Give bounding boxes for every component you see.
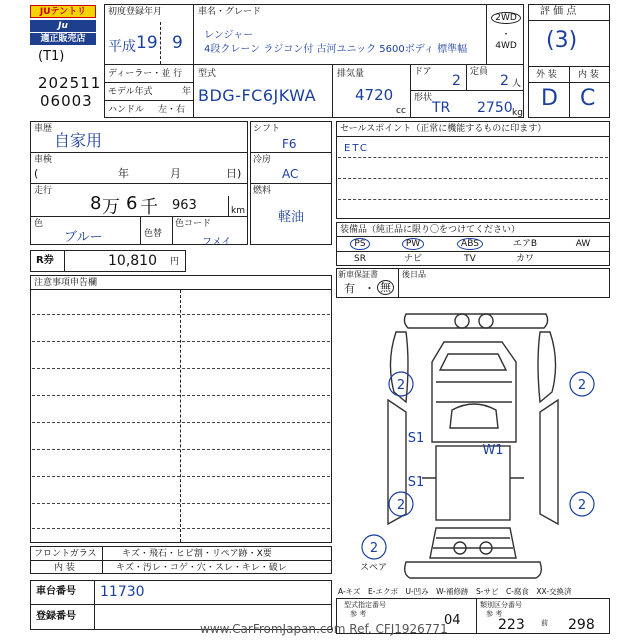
recycle-unit: 円 <box>170 257 180 267</box>
lot-number-line2: 06003 <box>40 92 93 110</box>
damage-deck: W1 <box>482 443 504 458</box>
chassis-value: 11730 <box>100 584 145 600</box>
color-label: 色 <box>34 219 44 229</box>
lot-code: (T1) <box>38 49 65 64</box>
pre-label: 前 <box>541 619 548 627</box>
warranty-no: 無 <box>377 280 394 295</box>
registration-label: 登録番号 <box>36 611 76 622</box>
sales-point-label: セールスポイント（正常に機能するものに印ます） <box>340 124 547 134</box>
mileage-sen: 6 <box>126 193 138 214</box>
fuel-value: 軽油 <box>278 210 305 225</box>
cab-shape <box>432 342 516 442</box>
type-label: 型式 <box>198 69 217 79</box>
exterior-grade: D <box>541 86 558 111</box>
capacity-value: 2 <box>500 73 509 89</box>
damage-left-rear: 2 <box>396 498 406 513</box>
drive-4wd: 4WD <box>495 41 517 51</box>
warranty-date-label: 後日品 <box>402 270 426 279</box>
mileage-label: 走行 <box>34 186 53 196</box>
interior-grade: C <box>580 86 596 111</box>
brand-logo: JUテントリ <box>30 5 96 18</box>
inspection-day-unit: 日) <box>226 167 242 180</box>
front-glass-value: キズ・飛石・ヒビ割・リペア跡・X要 <box>122 549 272 559</box>
equipment-label: 装備品（純正品に限り〇をつけてください） <box>340 225 521 235</box>
score-label: 評 価 点 <box>540 6 577 17</box>
equip-tv: TV <box>464 254 476 264</box>
chassis-label: 車台番号 <box>36 586 76 597</box>
inspection-year-unit: 年 <box>118 167 129 180</box>
ac-label: 冷房 <box>253 155 272 165</box>
displacement-unit: cc <box>396 106 406 116</box>
first-reg-label: 初度登録年月 <box>108 7 163 17</box>
door-value: 2 <box>452 73 461 89</box>
handle-label: ハンドル <box>108 105 145 115</box>
damage-right-front: 2 <box>577 378 587 393</box>
spare-label: スペア <box>360 563 388 573</box>
mileage-rest: 963 <box>172 198 197 213</box>
inspection-month-unit: 月 <box>170 167 181 180</box>
score-value: (3) <box>546 28 578 53</box>
color-code-value: フメイ <box>202 237 232 248</box>
equip-airbag: エアB <box>512 239 538 249</box>
equip-aw: AW <box>575 239 591 249</box>
warranty-yes: 有 <box>344 282 355 295</box>
equip-leather: カワ <box>515 254 534 264</box>
interior-label: 内 装 <box>578 70 599 80</box>
recycle-value: 10,810 <box>108 253 157 269</box>
weight-value: 2750 <box>477 100 513 116</box>
interior-value-row: キズ・汚レ・コゲ・穴・スレ・キレ・破レ <box>116 563 287 573</box>
category-value: 223 <box>498 617 525 633</box>
damage-legend: A-キズ E-エクボ U-凹み W-補修跡 S-サビ C-腐食 XX-交換済 <box>338 587 572 596</box>
equip-ps: PS <box>350 238 369 250</box>
displacement-value: 4720 <box>355 86 394 104</box>
usage-value: 自家用 <box>54 131 103 150</box>
first-reg-month: 9 <box>172 33 183 53</box>
equip-abs: ABS <box>457 238 483 250</box>
damage-spare: 2 <box>369 541 379 556</box>
shape-value: TR <box>432 100 451 116</box>
first-reg-era: 平成 <box>108 39 136 55</box>
model-year-unit: 年 <box>182 87 192 97</box>
door-label: ドア <box>414 67 432 77</box>
mileage-unit: km <box>231 206 245 216</box>
model-spec-label: 型式指定番号 <box>344 601 386 609</box>
fuel-label: 燃料 <box>253 186 272 196</box>
mileage-man-unit: 万 <box>102 197 120 218</box>
drive-dot: ・ <box>501 30 511 40</box>
color-change-label: 色替 <box>144 229 163 239</box>
model-year-label: モデル年式 <box>108 87 153 97</box>
front-glass-label: フロントガラス <box>34 549 97 559</box>
warranty-dot: ・ <box>364 282 375 295</box>
damage-left-side-1: S1 <box>407 431 425 446</box>
equip-sr: SR <box>354 254 366 264</box>
handle-value: 左・右 <box>158 105 186 115</box>
shift-value: F6 <box>282 137 297 151</box>
recycle-label: R券 <box>36 255 54 266</box>
usage-label: 車歴 <box>34 124 53 134</box>
sales-point-value: ETC <box>344 143 369 154</box>
type-value: BDG-FC6JKWA <box>198 86 317 105</box>
ac-value: AC <box>282 167 299 181</box>
weight-unit: kg <box>512 108 523 118</box>
shift-label: シフト <box>253 124 281 134</box>
category-label: 類別区分番号 <box>480 601 522 609</box>
grade-text: 4段クレーン ラジコン付 古河ユニック 5600ボディ 標準幅 <box>204 44 468 55</box>
capacity-label: 定員 <box>470 67 489 77</box>
damage-left-front: 2 <box>396 378 406 393</box>
model-spec-value: 04 <box>444 613 461 628</box>
mileage-sen-unit: 千 <box>140 197 158 218</box>
model-name: レンジャー <box>204 30 254 41</box>
drive-2wd: 2WD <box>491 12 521 24</box>
inspection-label: 車検 <box>34 155 53 165</box>
equip-navi: ナビ <box>403 254 422 264</box>
dealer-logo <box>30 5 96 45</box>
exterior-label: 外 装 <box>536 70 557 80</box>
capacity-unit: 人 <box>512 79 522 89</box>
lot-number-line1: 202511 <box>38 74 102 92</box>
color-value: ブルー <box>64 230 103 245</box>
damage-left-side-2: S1 <box>407 475 425 490</box>
front-bumper-shape <box>404 314 547 328</box>
watermark: www.CarFromJapan.com Ref. CFJ1926771 <box>200 622 448 636</box>
interior-label-row: 内 装 <box>54 563 75 573</box>
car-body-diagram <box>336 302 610 586</box>
assoc-logo: Ju <box>30 20 96 32</box>
dealer-label: ディーラー・並 行 <box>108 69 183 79</box>
pre-value: 298 <box>568 617 595 633</box>
model-spec-sub: 参 考 <box>350 610 367 618</box>
first-reg-year: 19 <box>136 33 158 53</box>
color-code-label: 色コード <box>175 219 212 229</box>
mileage-man: 8 <box>90 193 102 214</box>
shape-label: 形状 <box>414 93 433 103</box>
warranty-label: 新車保証書 <box>338 270 378 279</box>
logo-label: 適正販売店 <box>30 33 96 45</box>
damage-right-rear: 2 <box>577 498 587 513</box>
inspection-open: ( <box>34 167 39 180</box>
name-grade-label: 車名・グレード <box>198 7 262 17</box>
category-sub: 参 考 <box>486 610 503 618</box>
equip-pw: PW <box>402 238 424 250</box>
displacement-label: 排気量 <box>337 69 365 79</box>
notes-label: 注意事項申告欄 <box>34 278 98 288</box>
